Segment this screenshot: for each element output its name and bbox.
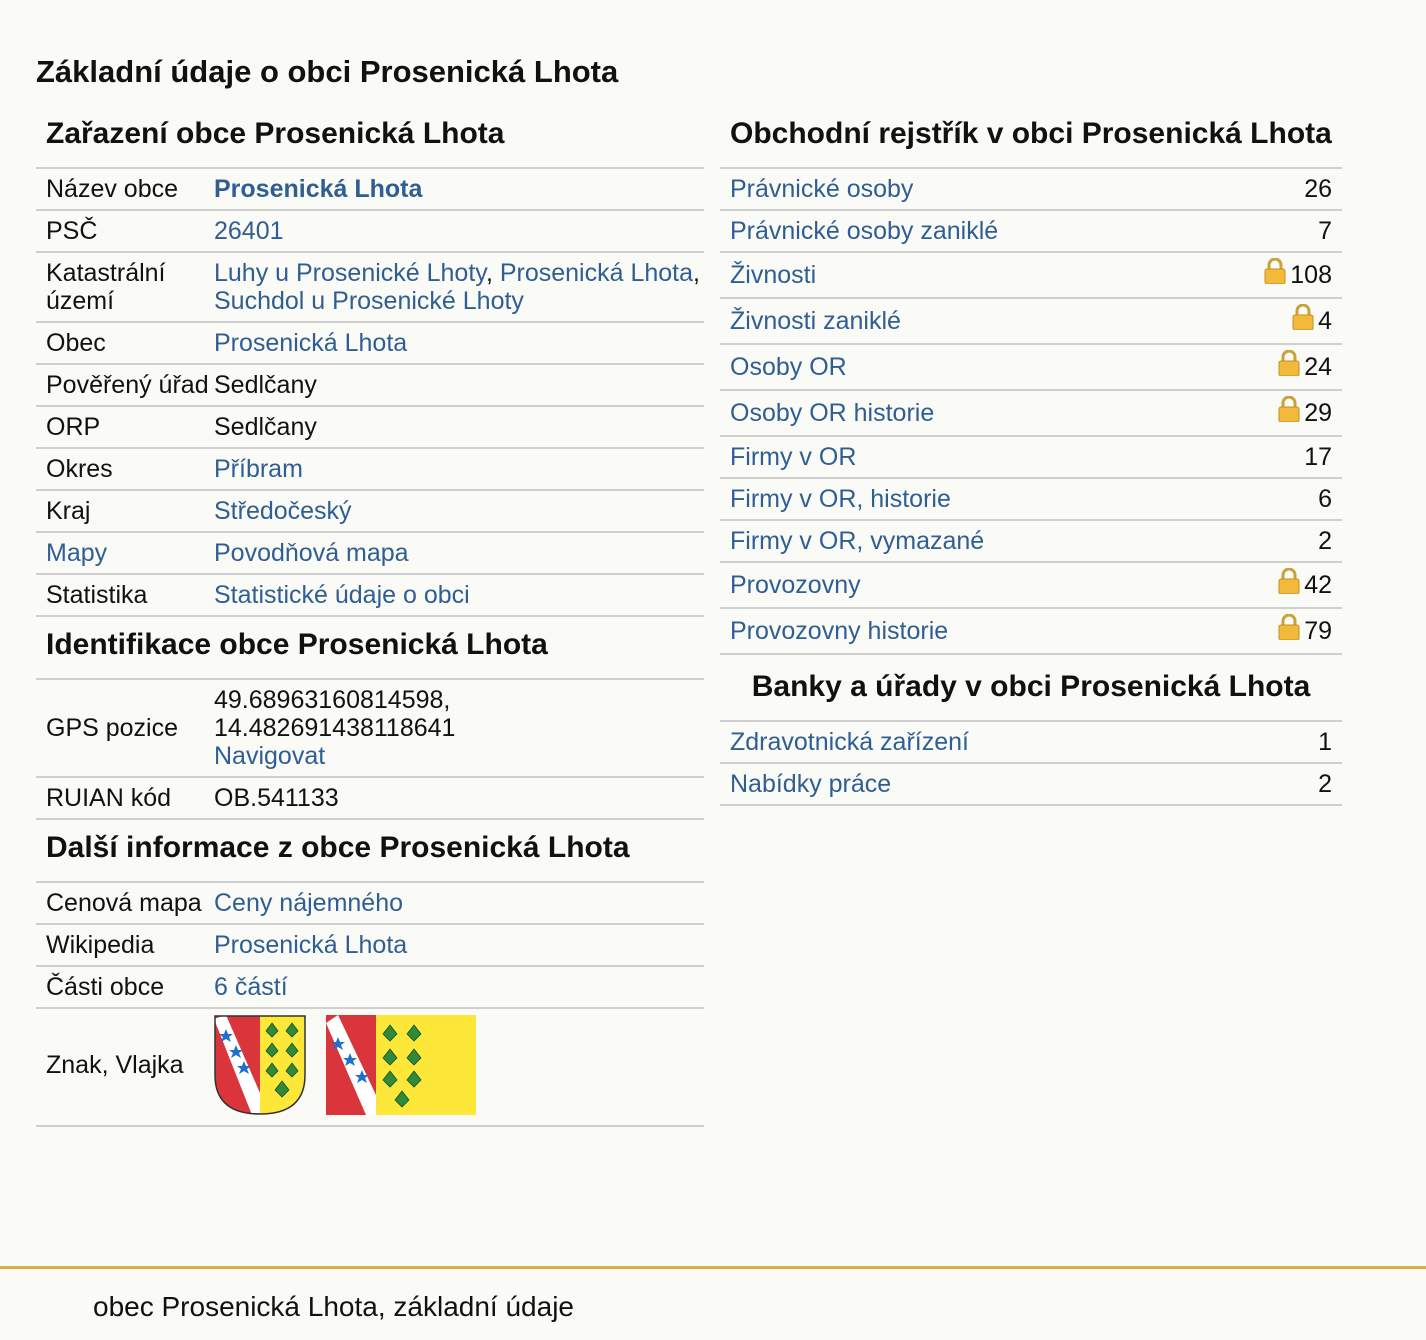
lock-icon (1278, 396, 1300, 422)
label-wikipedia: Wikipedia (46, 931, 155, 959)
or-table (720, 169, 1342, 655)
or-row-count (1304, 175, 1332, 203)
or-row-count (1278, 617, 1332, 645)
link-ceny-najemneho[interactable]: Ceny nájemného (214, 889, 404, 917)
or-row-link[interactable]: Firmy v OR, historie (730, 485, 951, 513)
or-row (720, 253, 1342, 299)
row-okres (36, 449, 704, 491)
value-ruian: OB.541133 (214, 784, 339, 812)
banky-row-link[interactable]: Nabídky práce (730, 770, 892, 798)
label-znak-vlajka: Znak, Vlajka (46, 1051, 184, 1079)
or-row-link[interactable]: Osoby OR historie (730, 399, 935, 427)
row-orp (36, 407, 704, 449)
or-row-link[interactable]: Právnické osoby zaniklé (730, 217, 999, 245)
label-statistika: Statistika (46, 581, 148, 609)
row-casti-obce (36, 967, 704, 1009)
or-row-value: 108 (1290, 261, 1332, 289)
or-row-count (1292, 307, 1332, 335)
link-katastr-suchdol[interactable]: Suchdol u Prosenické Lhoty (214, 287, 524, 315)
link-casti-obce[interactable]: 6 částí (214, 973, 288, 1001)
link-navigovat[interactable]: Navigovat (214, 742, 326, 770)
link-psc[interactable]: 26401 (214, 217, 284, 245)
row-wikipedia (36, 925, 704, 967)
or-row-value: 2 (1318, 527, 1332, 555)
section-heading-zarazeni: Zařazení obce Prosenická Lhota (36, 110, 704, 169)
or-row-value: 24 (1304, 353, 1332, 381)
or-row-count (1304, 443, 1332, 471)
or-row-link[interactable]: Firmy v OR, vymazané (730, 527, 985, 555)
value-poverenny-urad: Sedlčany (214, 371, 317, 399)
row-kraj (36, 491, 704, 533)
or-row-count (1318, 485, 1332, 513)
or-row-link[interactable]: Provozovny historie (730, 617, 949, 645)
or-row-count (1278, 399, 1332, 427)
label-psc: PSČ (46, 217, 98, 245)
label-katastr: Katastrální území (46, 259, 166, 315)
label-orp: ORP (46, 413, 101, 441)
or-row-count (1318, 217, 1332, 245)
or-row-value: 29 (1304, 399, 1332, 427)
right-column (720, 110, 1342, 806)
or-row-count (1318, 527, 1332, 555)
or-row-value: 6 (1318, 485, 1332, 513)
link-nazev-obce[interactable]: Prosenická Lhota (214, 175, 423, 203)
or-row (720, 437, 1342, 479)
coat-of-arms-image[interactable] (214, 1015, 306, 1115)
row-znak-vlajka (36, 1009, 704, 1127)
or-row-link[interactable]: Provozovny (730, 571, 861, 599)
row-katastr: Katastrální území Luhy u Prosenické Lhoty, Prosenická Lhota, Suchdol u Prosenické Lhoty (36, 253, 704, 323)
banky-row (720, 722, 1342, 764)
banky-row-value: 2 (1318, 770, 1332, 798)
label-obec: Obec (46, 329, 106, 357)
flag-image[interactable] (326, 1015, 476, 1115)
or-row (720, 479, 1342, 521)
or-row-value: 26 (1304, 175, 1332, 203)
link-povodnova-mapa[interactable]: Povodňová mapa (214, 539, 409, 567)
or-row-count (1264, 261, 1332, 289)
label-nazev-obce: Název obce (46, 175, 179, 203)
or-row-value: 4 (1318, 307, 1332, 335)
label-cenova-mapa: Cenová mapa (46, 889, 202, 917)
or-row-link[interactable]: Živnosti (730, 261, 817, 289)
banky-row (720, 764, 1342, 806)
or-row (720, 169, 1342, 211)
left-column (36, 110, 704, 1127)
row-mapy (36, 533, 704, 575)
or-row-link[interactable]: Právnické osoby (730, 175, 914, 203)
label-gps: GPS pozice (46, 714, 179, 742)
section-heading-banky: Banky a úřady v obci Prosenická Lhota (720, 655, 1342, 722)
or-row (720, 345, 1342, 391)
footer-divider (0, 1266, 1426, 1269)
link-wikipedia[interactable]: Prosenická Lhota (214, 931, 408, 959)
or-row-link[interactable]: Osoby OR (730, 353, 847, 381)
link-katastr-prosenicka[interactable]: Prosenická Lhota (499, 259, 694, 287)
label-casti-obce: Části obce (46, 973, 165, 1001)
lock-icon (1278, 350, 1300, 376)
or-row (720, 521, 1342, 563)
section-heading-dalsi: Další informace z obce Prosenická Lhota (36, 820, 704, 883)
section-heading-obchodni-rejstrik: Obchodní rejstřík v obci Prosenická Lhota (720, 110, 1342, 169)
value-orp: Sedlčany (214, 413, 317, 441)
row-poverenny-urad (36, 365, 704, 407)
or-row-count (1278, 571, 1332, 599)
or-row-link[interactable]: Živnosti zaniklé (730, 307, 901, 335)
row-statistika (36, 575, 704, 617)
label-ruian: RUIAN kód (46, 784, 172, 812)
or-row (720, 211, 1342, 253)
label-okres: Okres (46, 455, 113, 483)
banky-row-link[interactable]: Zdravotnická zařízení (730, 728, 969, 756)
lock-icon (1278, 568, 1300, 594)
link-mapy[interactable]: Mapy (46, 539, 108, 567)
or-row-count (1278, 353, 1332, 381)
row-nazev-obce (36, 169, 704, 211)
row-ruian (36, 778, 704, 820)
or-row-value: 17 (1304, 443, 1332, 471)
link-statistika[interactable]: Statistické údaje o obci (214, 581, 470, 609)
gps-lon: 14.482691438118641 (214, 714, 456, 742)
or-row-value: 42 (1304, 571, 1332, 599)
lock-icon (1264, 258, 1286, 284)
or-row (720, 299, 1342, 345)
banky-row-value: 1 (1318, 728, 1332, 756)
or-row-link[interactable]: Firmy v OR (730, 443, 857, 471)
or-row (720, 609, 1342, 655)
row-psc (36, 211, 704, 253)
link-obec[interactable]: Prosenická Lhota (214, 329, 408, 357)
link-okres[interactable]: Příbram (214, 455, 303, 483)
banky-table (720, 722, 1342, 806)
lock-icon (1292, 304, 1314, 330)
or-row-value: 7 (1318, 217, 1332, 245)
link-kraj[interactable]: Středočeský (214, 497, 352, 525)
or-row (720, 391, 1342, 437)
label-poverenny-urad: Pověřený úřad (46, 371, 209, 399)
footer-text: obec Prosenická Lhota, základní údaje (93, 1291, 574, 1322)
lock-icon (1278, 614, 1300, 640)
gps-lat: 49.68963160814598, (214, 686, 451, 714)
section-heading-identifikace: Identifikace obce Prosenická Lhota (36, 617, 704, 680)
label-kraj: Kraj (46, 497, 91, 525)
row-obec (36, 323, 704, 365)
row-cenova-mapa (36, 883, 704, 925)
page-title: Základní údaje o obci Prosenická Lhota (36, 54, 619, 89)
or-row (720, 563, 1342, 609)
or-row-value: 79 (1304, 617, 1332, 645)
link-katastr-luhy[interactable]: Luhy u Prosenické Lhoty (214, 259, 486, 287)
row-gps (36, 680, 704, 778)
